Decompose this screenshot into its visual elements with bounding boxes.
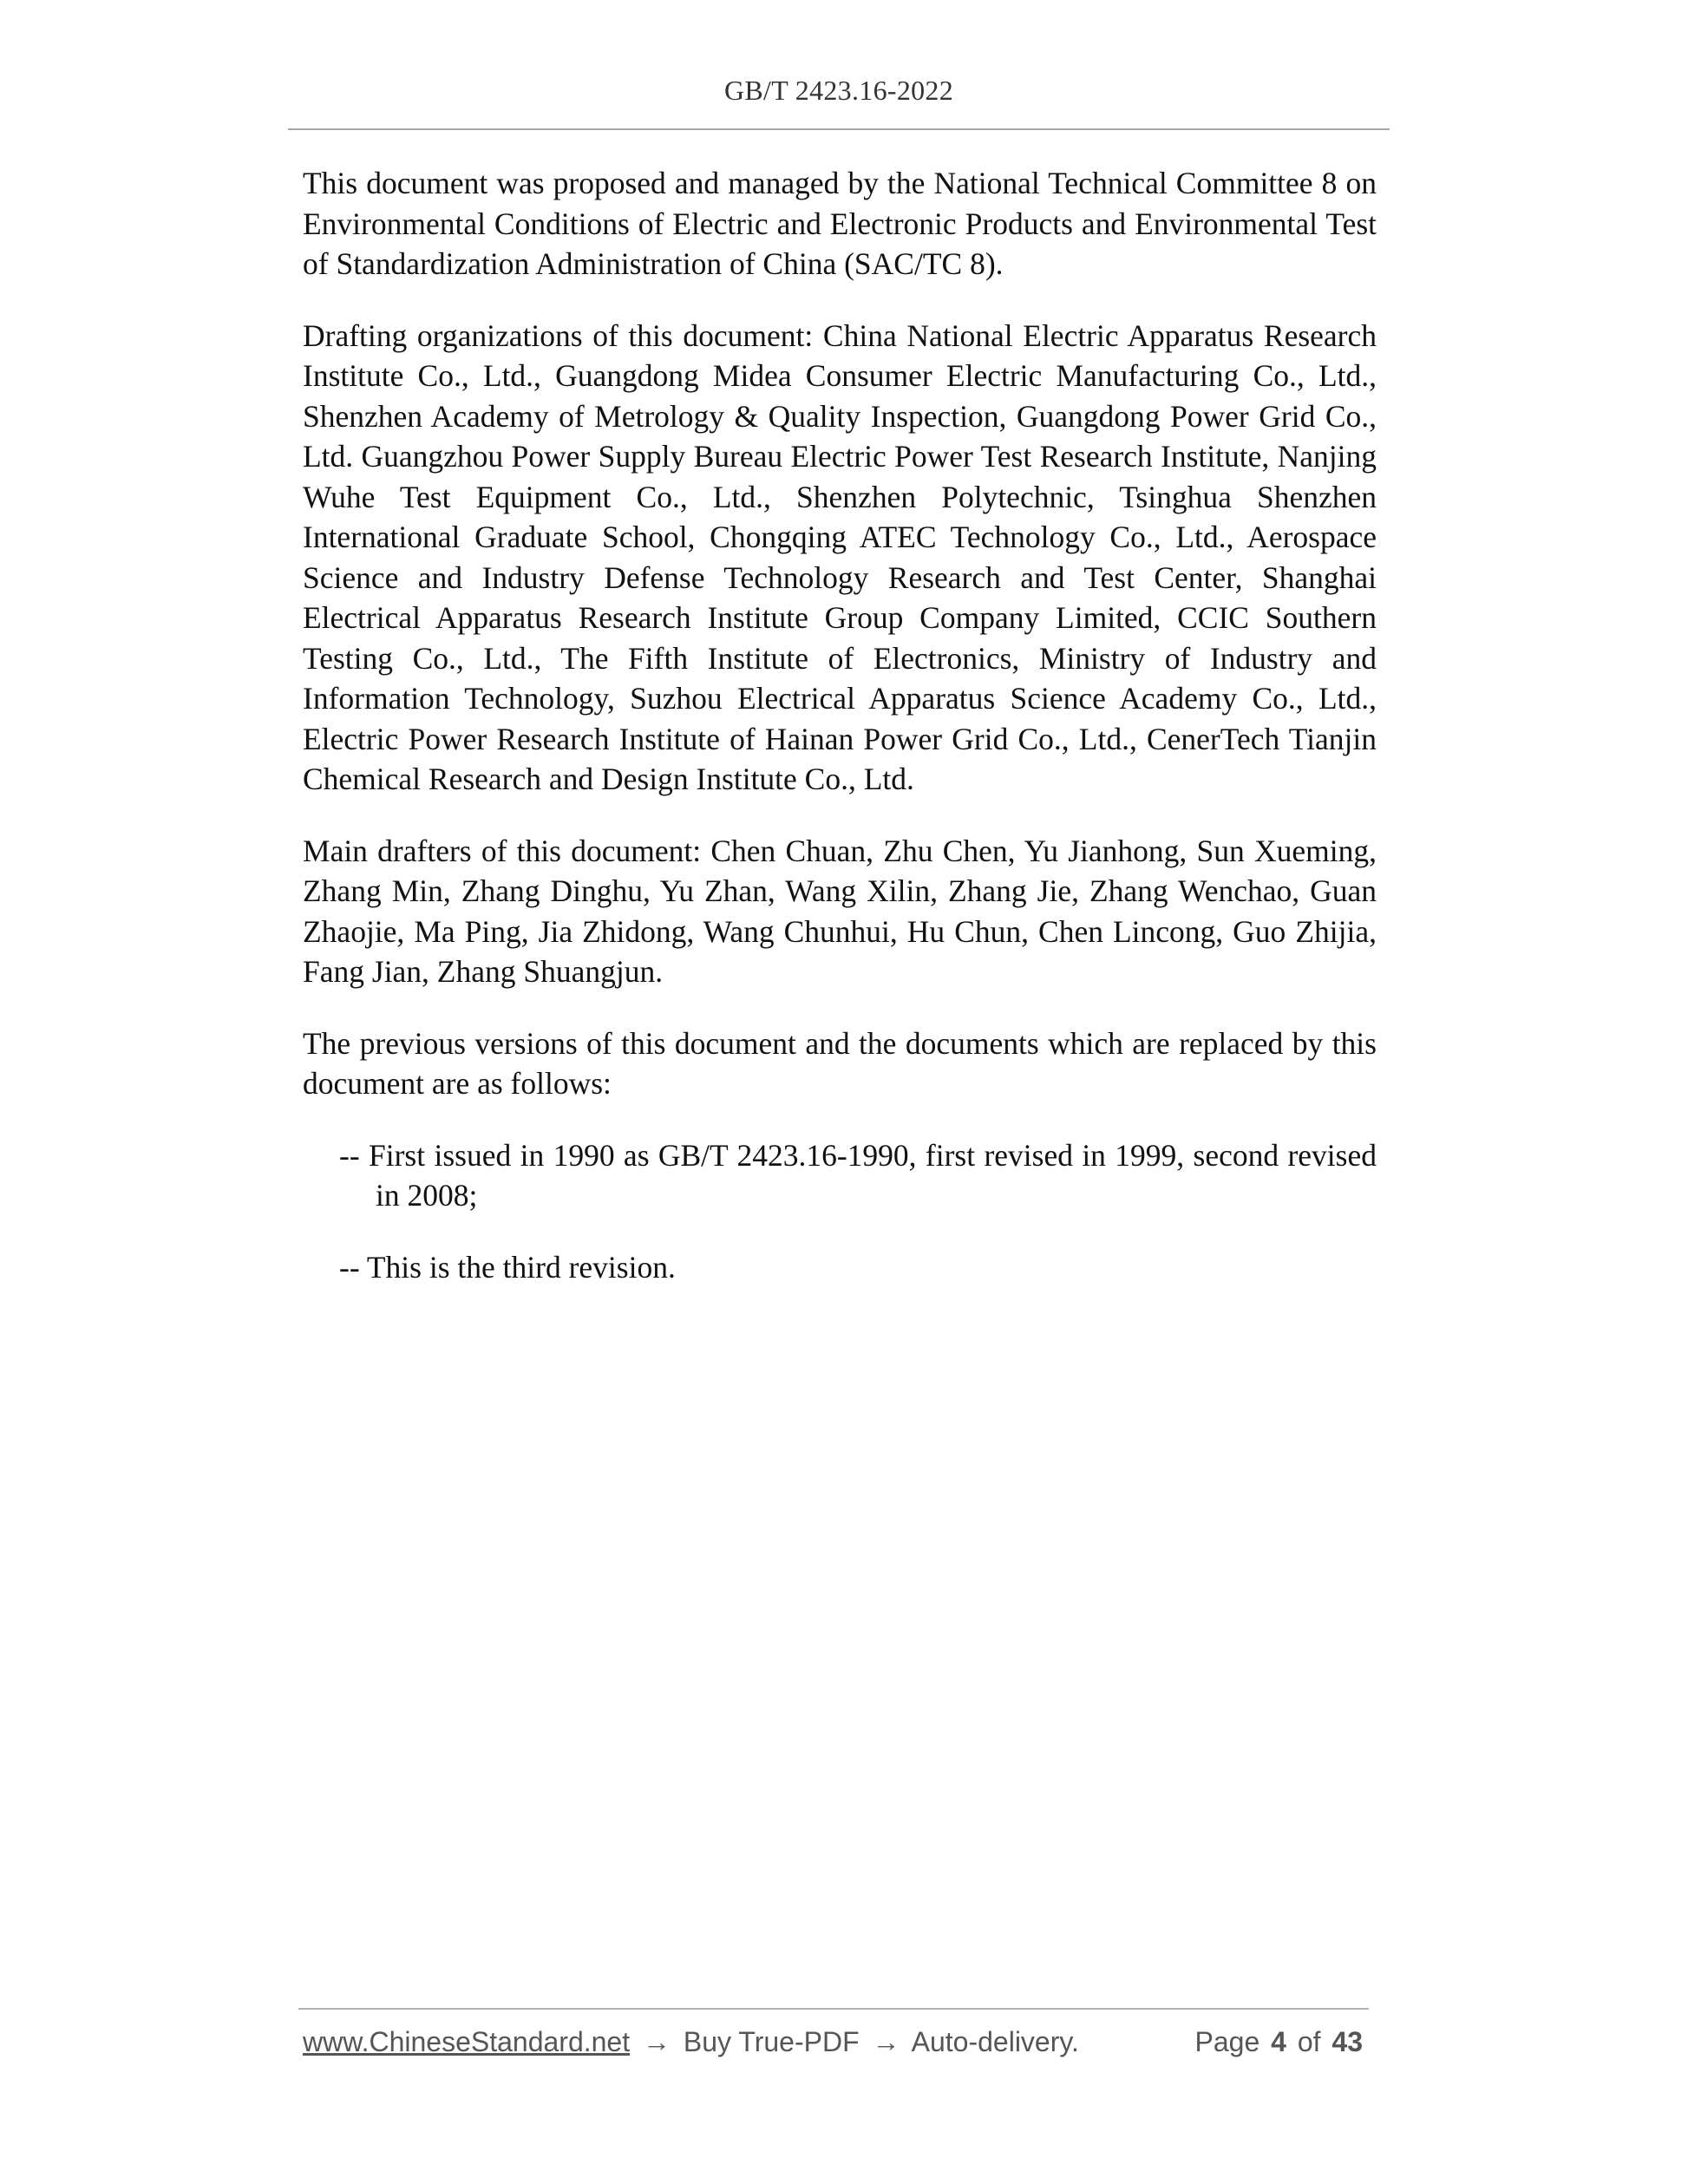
footer-promo <box>303 2026 1079 2058</box>
auto-delivery-text: Auto-delivery. <box>911 2026 1079 2057</box>
header-divider <box>288 128 1390 130</box>
page-total-number: 43 <box>1331 2026 1363 2057</box>
page-label: Page <box>1194 2026 1260 2057</box>
right-arrow-icon: → <box>643 2026 671 2057</box>
buy-true-pdf-text: Buy True-PDF <box>683 2026 860 2057</box>
page-current-number: 4 <box>1271 2026 1286 2057</box>
page-indicator <box>1195 2026 1366 2058</box>
committee-paragraph: This document was proposed and managed by the National Technical Committee 8 on Environmental Conditions of Electric and Electronic Products and Environmental Test of Standardization Administration of China (SAC/TC 8). <box>303 166 1377 281</box>
page-footer <box>303 2026 1366 2064</box>
page-of-label: of <box>1297 2026 1321 2057</box>
drafting-organizations-paragraph: Drafting organizations of this document: China National Electric Apparatus Research Institute Co., Ltd., Guangdong Midea Consumer Electric Manufacturing Co., Ltd., Shenzhen Academy of Metrology & Quality Inspection, Guangdong Power Grid Co., Ltd. Guangzhou Power Supply Bureau Electric Power Test Research Institute, Nanjing Wuhe Test Equipment Co., Ltd., Shenzhen Polytechnic, Tsinghua Shenzhen International Graduate School, Chongqing ATEC Technology Co., Ltd., Aerospace Science and Industry Defense Technology Research and Test Center, Shanghai Electrical Apparatus Research Institute Group Company Limited, CCIC Southern Testing Co., Ltd., The Fifth Institute of Electronics, Ministry of Industry and Information Technology, Suzhou Electrical Apparatus Science Academy Co., Ltd., Electric Power Research Institute of Hainan Power Grid Co., Ltd., CenerTech Tianjin Chemical Research and Design Institute Co., Ltd. <box>303 317 1377 796</box>
footer-divider <box>298 2008 1369 2010</box>
main-drafters-paragraph: Main drafters of this document: Chen Chuan, Zhu Chen, Yu Jianhong, Sun Xueming, Zhang Min, Zhang Dinghu, Yu Zhan, Wang Xilin, Zhang Jie, Zhang Wenchao, Guan Zhaojie, Ma Ping, Jia Zhidong, Wang Chunhui, Hu Chun, Chen Lincong, Guo Zhijia, Fang Jian, Zhang Shuangjun. <box>303 833 1377 989</box>
website-link[interactable]: www.ChineseStandard.net <box>303 2026 631 2057</box>
right-arrow-icon: → <box>872 2026 900 2057</box>
list-item-third-revision: -- This is the third revision. <box>339 1249 676 1285</box>
list-item-first-issued: -- First issued in 1990 as GB/T 2423.16-1990, first revised in 1999, second revised in 2008; <box>339 1137 1377 1213</box>
page-header-doc-id: GB/T 2423.16-2022 <box>723 75 954 106</box>
document-body <box>303 163 1377 1318</box>
previous-versions-paragraph: The previous versions of this document and the documents which are replaced by this document are as follows: <box>303 1025 1377 1101</box>
